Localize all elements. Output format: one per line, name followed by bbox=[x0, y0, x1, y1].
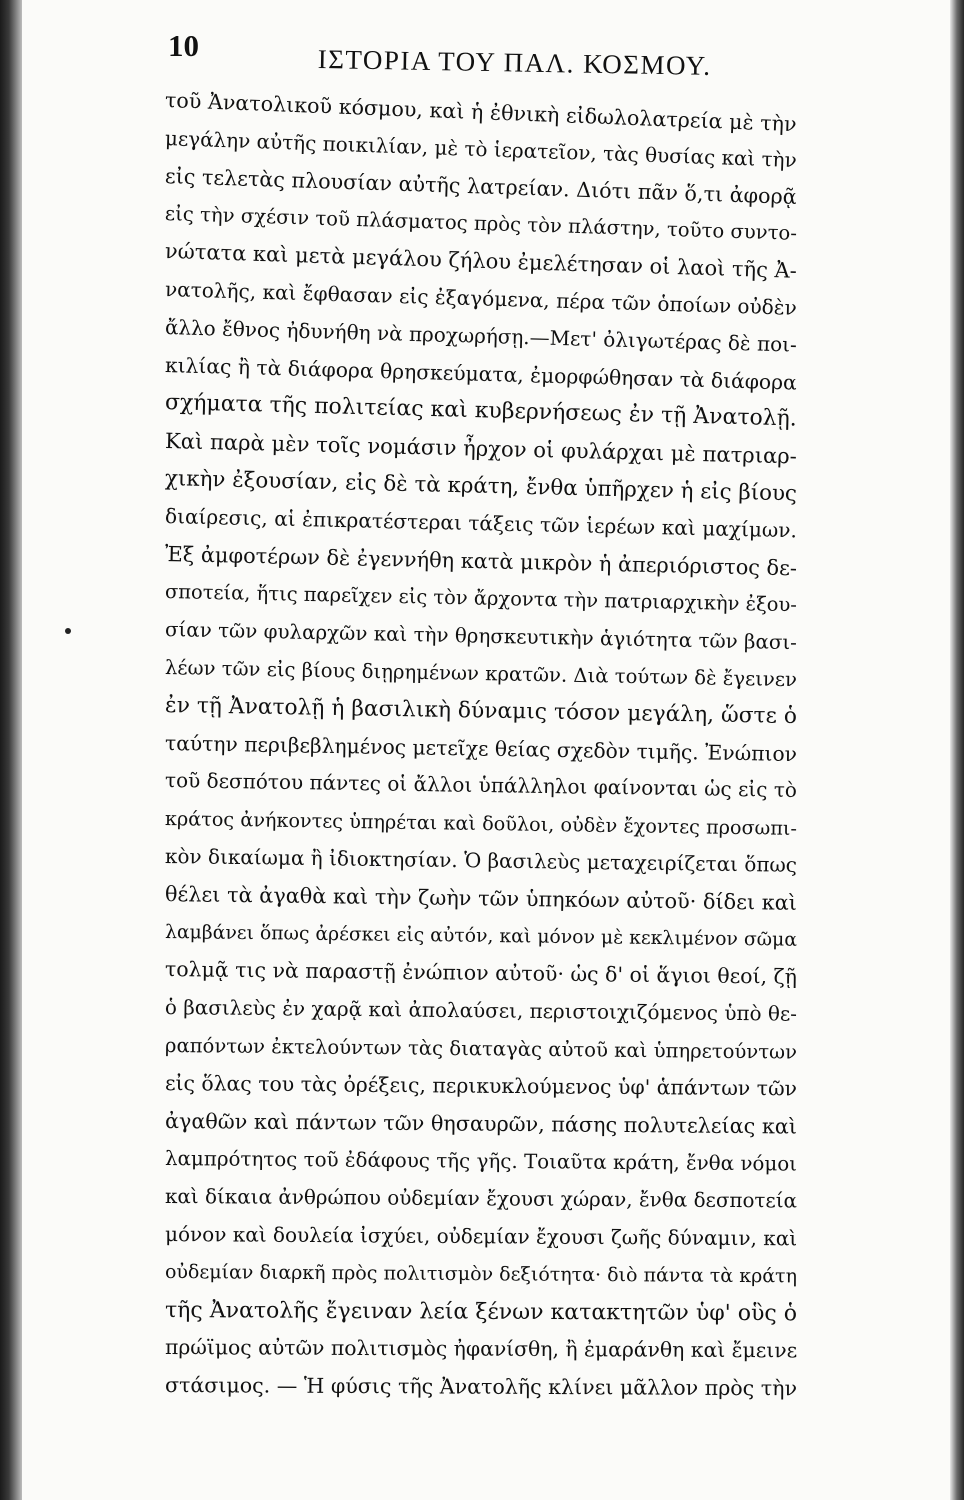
text-line: στάσιμος. — Ἡ φύσις τῆς Ἀνατολῆς κλίνει μᾶλλον πρὸς τὴν bbox=[164, 1373, 798, 1401]
text-line: πρώϊμος αὐτῶν πολιτισμὸς ἠφανίσθη, ἢ ἐμαράνθη καὶ ἔμεινε bbox=[164, 1335, 798, 1363]
text-line: Καὶ παρὰ μὲν τοῖς νομάσιν ἦρχον οἱ φυλάρχαι μὲ πατριαρ- bbox=[164, 428, 798, 469]
running-title: ΙΣΤΟΡΙΑ ΤΟΥ ΠΑΛ. ΚΟΣΜΟΥ. bbox=[317, 44, 712, 81]
text-line: εἰς τελετὰς πλουσίαν αὐτῆς λατρείαν. Διότι πᾶν ὅ,τι ἀφορᾷ bbox=[164, 163, 798, 209]
text-line: ἀγαθῶν καὶ πάντων τῶν θησαυρῶν, πάσης πολυτελείας καὶ bbox=[164, 1108, 798, 1139]
body-text bbox=[165, 82, 797, 1405]
text-line: θέλει τὰ ἀγαθὰ καὶ τὴν ζωὴν τῶν ὑπηκόων αὐτοῦ· δίδει καὶ bbox=[164, 881, 798, 915]
text-line: κιλίας ἢ τὰ διάφορα θρησκεύματα, ἐμορφώθησαν τὰ διάφορα bbox=[164, 352, 798, 395]
text-line: νατολῆς, καὶ ἔφθασαν εἰς ἐξαγόμενα, πέρα τῶν ὁποίων οὐδὲν bbox=[164, 276, 798, 320]
text-line: ραπόντων ἐκτελούντων τὰς διαταγὰς αὐτοῦ καὶ ὑπηρετούντων bbox=[164, 1033, 798, 1064]
page-edge-shadow-right bbox=[950, 0, 964, 1500]
text-line: σίαν τῶν φυλαρχῶν καὶ τὴν θρησκευτικὴν ἁγιότητα τῶν βασι- bbox=[164, 618, 798, 655]
ink-speck bbox=[65, 628, 71, 634]
text-line: κὸν δικαίωμα ἢ ἰδιοκτησίαν. Ὁ βασιλεὺς μεταχειρίζεται ὅπως bbox=[164, 843, 798, 877]
text-line: ἄλλο ἔθνος ἠδυνήθη νὰ προχωρήσῃ.—Μετ' ὀλιγωτέρας δὲ ποι- bbox=[164, 314, 798, 357]
text-line: καὶ δίκαια ἀνθρώπου οὐδεμίαν ἔχουσι χώραν, ἔνθα δεσποτεία bbox=[164, 1185, 798, 1213]
text-line: ὁ βασιλεὺς ἐν χαρᾷ καὶ ἀπολαύσει, περιστοιχιζόμενος ὑπὸ θε- bbox=[164, 996, 798, 1026]
text-line: σποτεία, ἥτις παρεῖχεν εἰς τὸν ἄρχοντα τὴν πατριαρχικὴν ἐξου- bbox=[164, 580, 798, 617]
text-line: ἐν τῇ Ἀνατολῇ ἡ βασιλικὴ δύναμις τόσον μεγάλη, ὥστε ὁ bbox=[164, 692, 798, 729]
page-edge-shadow-left bbox=[0, 0, 22, 1500]
text-line: τῆς Ἀνατολῆς ἔγειναν λεία ξένων κατακτητῶν ὑφ' οὓς ὁ bbox=[164, 1297, 798, 1326]
text-line: λέων τῶν εἰς βίους διῃρημένων κρατῶν. Διὰ τούτων δὲ ἔγεινεν bbox=[164, 655, 798, 692]
text-line: Ἐξ ἀμφοτέρων δὲ ἐγεννήθη κατὰ μικρὸν ἡ ἀπεριόριστος δε- bbox=[164, 541, 798, 580]
text-line: εἰς τὴν σχέσιν τοῦ πλάσματος πρὸς τὸν πλάστην, τοῦτο συντο- bbox=[164, 202, 798, 246]
text-line: ταύτην περιβεβλημένος μετεῖχε θείας σχεδὸν τιμῆς. Ἐνώπιον bbox=[164, 730, 798, 766]
text-line: τοῦ Ἀνατολικοῦ κόσμου, καὶ ἡ ἐθνικὴ εἰδωλολατρεία μὲ τὴν bbox=[164, 88, 798, 137]
text-line: τολμᾷ τις νὰ παραστῇ ἐνώπιον αὐτοῦ· ὡς δ' οἱ ἅγιοι θεοί, ζῇ bbox=[164, 957, 798, 990]
text-line: μεγάλην αὐτῆς ποικιλίαν, μὲ τὸ ἱερατεῖον, τὰς θυσίας καὶ τὴν bbox=[164, 125, 798, 172]
text-line: μόνον καὶ δουλεία ἰσχύει, οὐδεμίαν ἔχουσι ζωῆς δύναμιν, καὶ bbox=[164, 1221, 798, 1251]
text-line: σχήματα τῆς πολιτείας καὶ κυβερνήσεως ἐν τῇ Ἀνατολῇ. bbox=[164, 390, 798, 432]
text-line: νώτατα καὶ μετὰ μεγάλου ζήλου ἐμελέτησαν οἱ λαοὶ τῆς Ἀ- bbox=[164, 239, 798, 284]
text-line: οὐδεμίαν διαρκῆ πρὸς πολιτισμὸν δεξιότητα· διὸ πάντα τὰ κράτη bbox=[164, 1260, 798, 1288]
page-header bbox=[168, 28, 808, 81]
text-line: διαίρεσις, αἱ ἐπικρατέστεραι τάξεις τῶν ἱερέων καὶ μαχίμων. bbox=[164, 503, 798, 543]
text-line: τοῦ δεσπότου πάντες οἱ ἄλλοι ὑπάλληλοι φαίνονται ὡς εἰς τὸ bbox=[164, 768, 798, 803]
text-line: λαμβάνει ὅπως ἀρέσκει εἰς αὐτόν, καὶ μόνον μὲ κεκλιμένον σῶμα bbox=[164, 921, 798, 951]
text-line: λαμπρότητος τοῦ ἐδάφους τῆς γῆς. Τοιαῦτα κράτη, ἔνθα νόμοι bbox=[164, 1147, 798, 1176]
page-number: 10 bbox=[168, 28, 199, 63]
text-line: χικὴν ἐξουσίαν, εἰς δὲ τὰ κράτη, ἔνθα ὑπῆρχεν ἡ εἰς βίους bbox=[164, 465, 798, 507]
text-line: κράτος ἀνήκοντες ὑπηρέται καὶ δοῦλοι, οὐδὲν ἔχοντες προσωπι- bbox=[164, 807, 798, 841]
text-line: εἰς ὅλας του τὰς ὀρέξεις, περικυκλούμενος ὑφ' ἁπάντων τῶν bbox=[164, 1070, 798, 1101]
